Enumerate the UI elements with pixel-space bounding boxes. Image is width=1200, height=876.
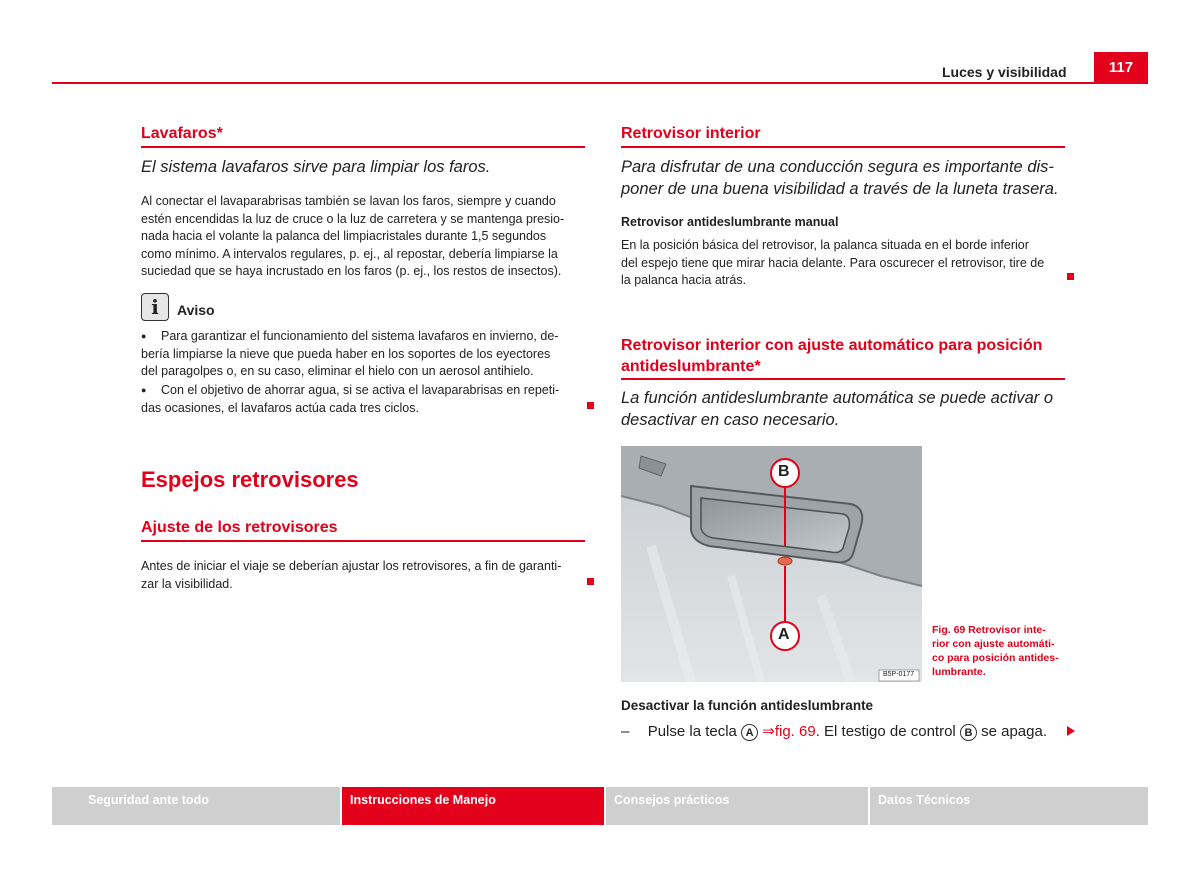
key-b-badge: B <box>960 724 977 741</box>
body-line: nada hacia el volante la palanca del limpiacristales durante 1,5 segundos <box>141 229 547 243</box>
step-text-2: . El testigo de control <box>815 723 956 740</box>
section-end-mark <box>1067 273 1074 280</box>
caption-line: lumbrante. <box>932 666 986 678</box>
info-glyph: i <box>151 295 159 319</box>
auto-heading <box>621 335 1071 377</box>
figure-69 <box>621 446 922 682</box>
body-line: la palanca hacia atrás. <box>621 273 747 287</box>
step-text-3: se apaga. <box>981 723 1047 740</box>
caption-line: rior con ajuste automáti- <box>932 638 1055 650</box>
desactivar-heading: Desactivar la función antideslumbrante <box>621 698 874 713</box>
lavafaros-heading: Lavafaros* <box>141 125 223 142</box>
body-line: suciedad que se haya incrustado en los faros (p. ej., los restos de insectos). <box>141 264 562 278</box>
info-icon <box>141 293 169 321</box>
footer-tab-consejos[interactable]: Consejos prácticos <box>606 787 868 825</box>
bullet-dot: ● <box>141 385 147 395</box>
figure-caption <box>932 623 1072 679</box>
page-number: 117 <box>1094 52 1148 84</box>
callout-a-label: A <box>778 626 790 643</box>
continue-arrow-icon <box>1067 726 1075 736</box>
footer-tab-datos[interactable]: Datos Técnicos <box>870 787 1148 825</box>
step-text-1: Pulse la tecla <box>647 723 737 740</box>
rearview-mirror-illustration <box>621 446 922 682</box>
heading-line: antideslumbrante* <box>621 358 761 375</box>
ajuste-heading: Ajuste de los retrovisores <box>141 519 338 536</box>
section-end-mark <box>587 402 594 409</box>
caption-line: co para posición antides- <box>932 652 1059 664</box>
manual-body <box>621 237 1071 290</box>
figure-reference-link[interactable]: ⇒fig. 69 <box>762 723 816 740</box>
aviso-bullet-2 <box>141 382 586 417</box>
desactivar-step <box>621 722 1047 741</box>
footer-tab-instrucciones[interactable]: Instrucciones de Manejo <box>342 787 604 825</box>
body-line: En la posición básica del retrovisor, la palanca situada en el borde inferior <box>621 238 1029 252</box>
ajuste-body <box>141 558 591 593</box>
lead-line: poner de una buena visibilidad a través de la luneta trasera. <box>621 180 1059 198</box>
body-line: Antes de iniciar el viaje se deberían ajustar los retrovisores, a fin de garanti- <box>141 559 562 573</box>
manual-subheading: Retrovisor antideslumbrante manual <box>621 215 839 229</box>
retrovisor-heading: Retrovisor interior <box>621 125 761 142</box>
key-a-badge: A <box>741 724 758 741</box>
bullet-line: Para garantizar el funcionamiento del sistema lavafaros en invierno, de- <box>161 329 559 343</box>
section-end-mark <box>587 578 594 585</box>
bullet-line: Con el objetivo de ahorrar agua, si se activa el lavaparabrisas en repeti- <box>161 383 560 397</box>
body-line: como mínimo. A intervalos regulares, p. ej., al repostar, debería limpiarse la <box>141 246 558 261</box>
step-dash: – <box>621 723 630 740</box>
chapter-title: Luces y visibilidad <box>942 64 1067 80</box>
header-rule <box>52 82 1148 84</box>
ajuste-rule <box>141 540 585 542</box>
retrovisor-rule <box>621 146 1065 148</box>
figure-code: B5P-0177 <box>883 671 915 678</box>
bullet-line: del paragolpes o, en su caso, eliminar el hielo con un aerosol antihielo. <box>141 364 534 378</box>
bullet-line: das ocasiones, el lavafaros actúa cada tres ciclos. <box>141 400 419 415</box>
auto-rule <box>621 378 1065 380</box>
lead-line: Para disfrutar de una conducción segura es importante dis- <box>621 158 1054 176</box>
lavafaros-body <box>141 193 591 281</box>
lead-line: desactivar en caso necesario. <box>621 411 840 429</box>
aviso-title: Aviso <box>177 302 215 318</box>
lavafaros-rule <box>141 146 585 148</box>
body-line: zar la visibilidad. <box>141 576 233 591</box>
bullet-line: bería limpiarse la nieve que pueda haber en los soportes de los eyectores <box>141 346 551 361</box>
bullet-dot: ● <box>141 331 147 341</box>
body-line: Al conectar el lavaparabrisas también se lavan los faros, siempre y cuando <box>141 194 556 208</box>
heading-line: Retrovisor interior con ajuste automático para posición <box>621 337 1043 354</box>
footer-tab-seguridad[interactable]: Seguridad ante todo <box>52 787 340 825</box>
auto-lead <box>621 387 1071 431</box>
callout-b-label: B <box>778 463 790 480</box>
lead-line: La función antideslumbrante automática se puede activar o <box>621 389 1054 407</box>
retrovisor-lead <box>621 156 1071 200</box>
aviso-bullet-1 <box>141 328 586 381</box>
body-line: del espejo tiene que mirar hacia delante. Para oscurecer el retrovisor, tire de <box>621 255 1045 270</box>
espejos-title: Espejos retrovisores <box>141 467 359 492</box>
body-line: estén encendidas la luz de cruce o la luz de carretera y se mantenga presio- <box>141 211 565 226</box>
caption-line: Fig. 69 Retrovisor inte- <box>932 624 1046 636</box>
lavafaros-lead: El sistema lavafaros sirve para limpiar los faros. <box>141 158 491 176</box>
